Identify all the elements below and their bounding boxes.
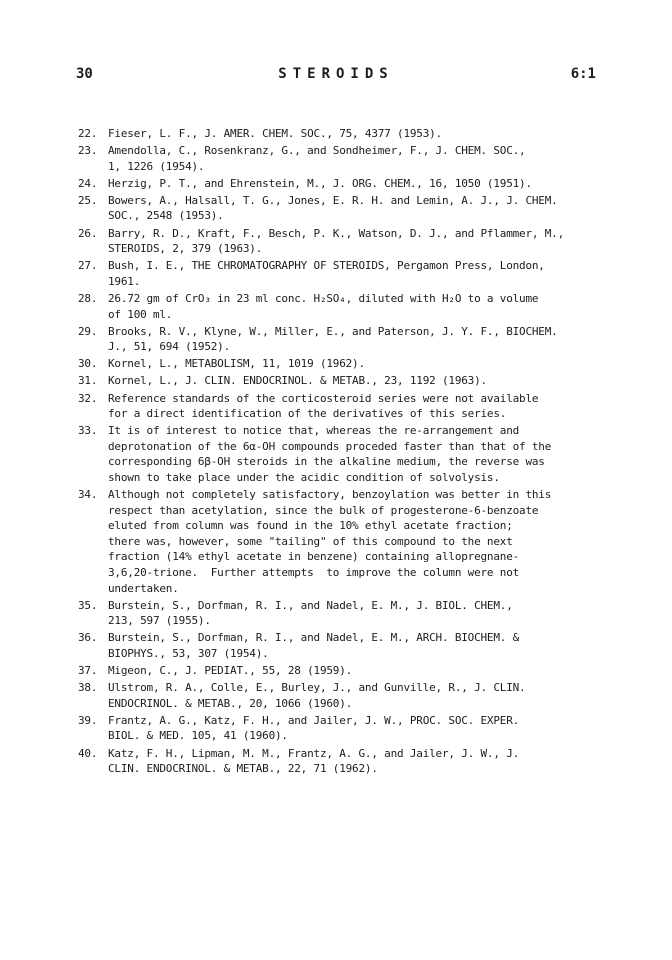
- reference-text-line: corresponding 6β-OH steroids in the alkaline medium, the reverse was: [108, 455, 545, 469]
- reference-item: [78, 713, 648, 744]
- reference-text-line: 1961.: [108, 274, 141, 288]
- reference-item: [78, 356, 648, 372]
- reference-item: [78, 291, 648, 322]
- reference-number: 31.: [78, 374, 98, 388]
- reference-text-line: Burstein, S., Dorfman, R. I., and Nadel, E. M., J. BIOL. CHEM.,: [108, 598, 513, 612]
- reference-item: [78, 598, 648, 629]
- reference-number: 24.: [78, 176, 98, 190]
- reference-item: [78, 391, 648, 422]
- reference-item: [78, 680, 648, 711]
- reference-text-line: Katz, F. H., Lipman, M. M., Frantz, A. G., and Jailer, J. W., J.: [108, 746, 520, 760]
- reference-number: 32.: [78, 391, 98, 405]
- reference-item: [78, 193, 648, 224]
- reference-number: 38.: [78, 681, 98, 695]
- reference-number: 30.: [78, 357, 98, 371]
- reference-text-line: Although not completely satisfactory, benzoylation was better in this: [108, 488, 552, 502]
- reference-number: 40.: [78, 746, 98, 760]
- reference-item: [78, 176, 648, 192]
- page-header: [76, 66, 596, 86]
- reference-text-line: Burstein, S., Dorfman, R. I., and Nadel, E. M., ARCH. BIOCHEM. &: [108, 631, 520, 645]
- page-number: 30: [76, 66, 93, 82]
- reference-number: 29.: [78, 324, 98, 338]
- reference-number: 33.: [78, 424, 98, 438]
- reference-text-line: 3,6,20-trione. Further attempts to improve the column were not: [108, 566, 520, 580]
- reference-number: 35.: [78, 598, 98, 612]
- reference-number: 39.: [78, 713, 98, 727]
- reference-text-line: Fieser, L. F., J. AMER. CHEM. SOC., 75, 4377 (1953).: [108, 127, 442, 140]
- reference-item: [78, 487, 648, 596]
- reference-number: 22.: [78, 127, 98, 140]
- reference-item: [78, 226, 648, 257]
- reference-number: 34.: [78, 488, 98, 502]
- reference-item: [78, 258, 648, 289]
- reference-list: [78, 126, 648, 778]
- reference-text-line: BIOPHYS., 53, 307 (1954).: [108, 647, 269, 660]
- reference-text-line: Kornel, L., J. CLIN. ENDOCRINOL. & METAB., 23, 1192 (1963).: [108, 374, 487, 388]
- reference-text-line: Frantz, A. G., Katz, F. H., and Jailer, J. W., PROC. SOC. EXPER.: [108, 713, 520, 727]
- reference-text-line: Brooks, R. V., Klyne, W., Miller, E., and Paterson, J. Y. F., BIOCHEM.: [108, 324, 558, 338]
- reference-text-line: deprotonation of the 6α-OH compounds proceded faster than that of the: [108, 439, 552, 453]
- reference-number: 23.: [78, 144, 98, 158]
- reference-text-line: SOC., 2548 (1953).: [108, 209, 224, 223]
- reference-text-line: Barry, R. D., Kraft, F., Besch, P. K., Watson, D. J., and Pflammer, M.,: [108, 226, 565, 240]
- reference-text-line: there was, however, some "tailing" of this compound to the next: [108, 534, 513, 548]
- reference-text-line: respect than acetylation, since the bulk of progesterone-6-benzoate: [108, 503, 539, 517]
- reference-text-line: It is of interest to notice that, whereas the re-arrangement and: [108, 424, 520, 438]
- reference-text-line: 213, 597 (1955).: [108, 614, 211, 628]
- reference-text-line: Bowers, A., Halsall, T. G., Jones, E. R. H. and Lemin, A. J., J. CHEM.: [108, 193, 558, 207]
- reference-text-line: 1, 1226 (1954).: [108, 159, 205, 173]
- reference-item: [78, 324, 648, 355]
- reference-item: [78, 126, 648, 142]
- reference-text-line: eluted from column was found in the 10% ethyl acetate fraction;: [108, 519, 513, 533]
- reference-item: [78, 630, 648, 661]
- reference-item: [78, 373, 648, 389]
- section-label: 6:1: [570, 66, 596, 82]
- reference-text-line: CLIN. ENDOCRINOL. & METAB., 22, 71 (1962).: [108, 762, 378, 776]
- reference-number: 37.: [78, 664, 98, 678]
- running-title: STEROIDS: [278, 66, 394, 82]
- reference-text-line: J., 51, 694 (1952).: [108, 340, 231, 354]
- reference-text-line: Reference standards of the corticosteroid series were not available: [108, 391, 539, 405]
- reference-text-line: STEROIDS, 2, 379 (1963).: [108, 242, 263, 256]
- reference-text-line: Kornel, L., METABOLISM, 11, 1019 (1962).: [108, 357, 365, 371]
- reference-number: 28.: [78, 291, 98, 305]
- reference-item: [78, 746, 648, 777]
- reference-text-line: 26.72 gm of CrO₃ in 23 ml conc. H₂SO₄, diluted with H₂O to a volume: [108, 291, 539, 305]
- reference-text-line: Herzig, P. T., and Ehrenstein, M., J. ORG. CHEM., 16, 1050 (1951).: [108, 176, 532, 190]
- reference-number: 27.: [78, 259, 98, 273]
- reference-text-line: Amendolla, C., Rosenkranz, G., and Sondheimer, F., J. CHEM. SOC.,: [108, 144, 526, 158]
- reference-text-line: undertaken.: [108, 581, 179, 595]
- reference-text-line: Bush, I. E., THE CHROMATOGRAPHY OF STEROIDS, Pergamon Press, London,: [108, 259, 545, 273]
- reference-text-line: fraction (14% ethyl acetate in benzene) containing allopregnane-: [108, 550, 520, 564]
- reference-text-line: for a direct identification of the derivatives of this series.: [108, 407, 507, 421]
- reference-text-line: ENDOCRINOL. & METAB., 20, 1066 (1960).: [108, 696, 353, 710]
- reference-text-line: Ulstrom, R. A., Colle, E., Burley, J., and Gunville, R., J. CLIN.: [108, 681, 526, 695]
- reference-number: 25.: [78, 193, 98, 207]
- reference-number: 26.: [78, 226, 98, 240]
- reference-item: [78, 663, 648, 679]
- reference-text-line: Migeon, C., J. PEDIAT., 55, 28 (1959).: [108, 664, 353, 678]
- reference-text-line: BIOL. & MED. 105, 41 (1960).: [108, 729, 288, 743]
- reference-text-line: of 100 ml.: [108, 307, 173, 321]
- reference-number: 36.: [78, 631, 98, 645]
- reference-item: [78, 143, 648, 174]
- reference-text-line: shown to take place under the acidic condition of solvolysis.: [108, 470, 500, 484]
- reference-item: [78, 423, 648, 485]
